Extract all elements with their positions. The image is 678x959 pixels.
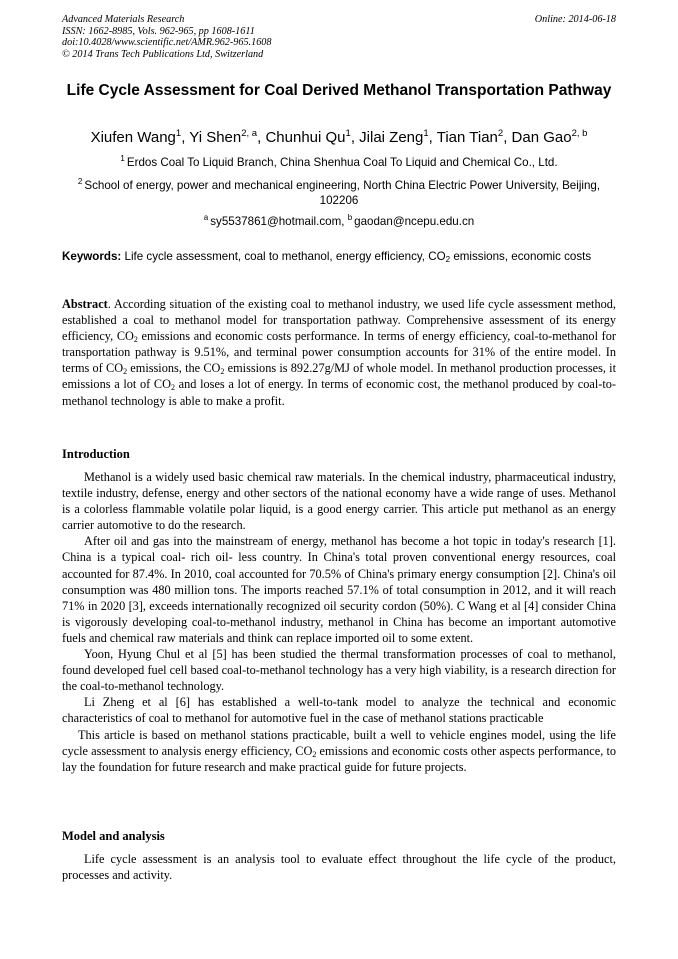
paragraph-text: This article is based on methanol stations practicable, built a well to vehicle engines model, using the life cycle assessment to analysis energy efficiency, CO bbox=[62, 727, 616, 758]
keywords-label: Keywords: bbox=[62, 250, 122, 263]
affiliation-mark: 2 bbox=[77, 177, 83, 186]
author-affiliation-mark: 1 bbox=[345, 128, 351, 139]
email-link[interactable]: gaodan@ncepu.edu.cn bbox=[354, 215, 475, 228]
author-name: Dan Gao bbox=[511, 129, 572, 146]
abstract-text: emissions and economic costs performance. In terms of energy efficiency, coal-to-methanol for transportation pathway is 9.51%, and terminal power consumption accounts for 31% of the entire model. In terms of CO bbox=[62, 329, 616, 376]
abstract-text: emissions, the CO bbox=[127, 361, 221, 376]
author-emails bbox=[62, 214, 616, 229]
paragraph: Methanol is a widely used basic chemical raw materials. In the chemical industry, pharmaceutical industry, textile industry, defense, energy and other sectors of the national economy have a wide range of uses. Methanol is a colorless flammable volatile polar liquid, is a good energy carrier. This article put methanol as an energy carrier automotive to do the research. bbox=[62, 470, 616, 533]
keywords bbox=[62, 250, 616, 264]
online-date: Online: 2014-06-18 bbox=[534, 14, 616, 25]
keywords-text: emissions, economic costs bbox=[450, 250, 592, 263]
author-name: Tian Tian bbox=[436, 129, 498, 146]
author-name: Jilai Zeng bbox=[359, 129, 424, 146]
issn-line: ISSN: 1662-8985, Vols. 962-965, pp 1608-1611 bbox=[62, 25, 255, 37]
paragraph: Yoon, Hyung Chul et al [5] has been studied the thermal transformation processes of coal to methanol, found developed fuel cell based coal-to-methanol technology has a very high viability, is a research direction for the coal-to-methanol technology. bbox=[62, 647, 616, 694]
abstract-text: and loses a lot of energy. In terms of economic cost, the methanol produced by coal-to-methanol technology is able to make a profit. bbox=[62, 377, 616, 408]
author-affiliation-mark: 1 bbox=[175, 128, 182, 139]
affiliation-1 bbox=[62, 155, 616, 170]
doi-line: doi:10.4028/www.scientific.net/AMR.962-965.1608 bbox=[62, 37, 272, 48]
paragraph-text: emissions and economic costs other aspects performance, to lay the foundation for future research and make practical guide for future projects. bbox=[62, 743, 617, 774]
section-heading-model: Model and analysis bbox=[62, 829, 165, 843]
author-affiliation-mark: 2, b bbox=[571, 128, 588, 139]
copyright-line: © 2014 Trans Tech Publications Ltd, Switzerland bbox=[62, 48, 264, 60]
abstract-label: Abstract bbox=[62, 297, 108, 311]
author-name: Yi Shen bbox=[189, 129, 242, 146]
abstract-text: emissions is 892.27g/MJ of whole model. In methanol production processes, it emissions a lot of CO bbox=[62, 361, 616, 392]
affiliation-mark: 1 bbox=[120, 154, 125, 163]
paragraph: Li Zheng et al [6] has established a well-to-tank model to analyze the technical and economic characteristics of coal to methanol for automotive fuel in the case of methanol stations practicable bbox=[62, 695, 616, 726]
subscript: 2 bbox=[312, 749, 317, 759]
subscript: 2 bbox=[123, 367, 128, 377]
keywords-text: Life cycle assessment, coal to methanol, energy efficiency, CO bbox=[121, 250, 446, 263]
author-list: Xiufen Wang$^1$, Yi Shen$^{2, a}$, Chunhui Qu$^1$, Jilai Zeng$^1$, Tian Tian$^2$, Dan Gao$^{2, b}$ bbox=[90, 128, 588, 146]
section-heading-introduction: Introduction bbox=[62, 447, 130, 461]
affiliation-text: Erdos Coal To Liquid Branch, China Shenhua Coal To Liquid and Chemical Co., Ltd. bbox=[126, 156, 558, 169]
email-link[interactable]: sy5537861@hotmail.com, bbox=[210, 215, 345, 228]
author-affiliation-mark: 1 bbox=[423, 128, 429, 139]
affiliation-text: School of energy, power and mechanical engineering, North China Electric Power University, Beijing, 102206 bbox=[84, 179, 601, 207]
paper-title: Life Cycle Assessment for Coal Derived Methanol Transportation Pathway bbox=[66, 82, 612, 99]
introduction-body bbox=[62, 469, 616, 775]
paragraph bbox=[62, 727, 616, 775]
subscript: 2 bbox=[133, 335, 138, 345]
journal-header bbox=[62, 14, 616, 60]
author-name: Chunhui Qu bbox=[265, 129, 346, 146]
author-affiliation-mark: 2, a bbox=[241, 128, 258, 139]
model-body bbox=[62, 851, 616, 883]
paragraph: After oil and gas into the mainstream of energy, methanol has become a hot topic in today's research [1]. China is a typical coal- rich oil- less country. In China's total proven conventional energy resources, coal accounted for 87.4%. In 2010, coal accounted for 70.5% of China's primary energy consumption [2]. China's oil consumption was 480 million tons. The imports reached 57.1% of total consumption in 2012, and it will reach 71% in 2020 [3], exceeds internationally recognized oil security cordon (50%). C Wang et al [4] consider China is vigorously developing coal-to-methanol industry, methanol in China has become an important automotive fuels and chemical raw materials and think can replace imported oil to some extent. bbox=[62, 534, 616, 645]
subscript: 2 bbox=[445, 255, 451, 264]
journal-name: Advanced Materials Research bbox=[62, 14, 185, 25]
subscript: 2 bbox=[220, 367, 225, 377]
affiliation-2 bbox=[62, 178, 616, 208]
abstract bbox=[62, 296, 616, 409]
abstract-text: . According situation of the existing coal to methanol industry, we used life cycle assessment method, established a coal to methanol model for transportation pathway. Comprehensive assessment of its energy efficiency, CO bbox=[62, 297, 616, 344]
author-affiliation-mark: 2 bbox=[497, 128, 504, 139]
email-mark: a bbox=[203, 213, 209, 222]
paragraph: Life cycle assessment is an analysis tool to evaluate effect throughout the life cycle of the product, processes and activity. bbox=[62, 852, 616, 883]
subscript: 2 bbox=[171, 383, 175, 393]
author-name: Xiufen Wang bbox=[90, 129, 176, 146]
email-mark: b bbox=[347, 213, 353, 222]
